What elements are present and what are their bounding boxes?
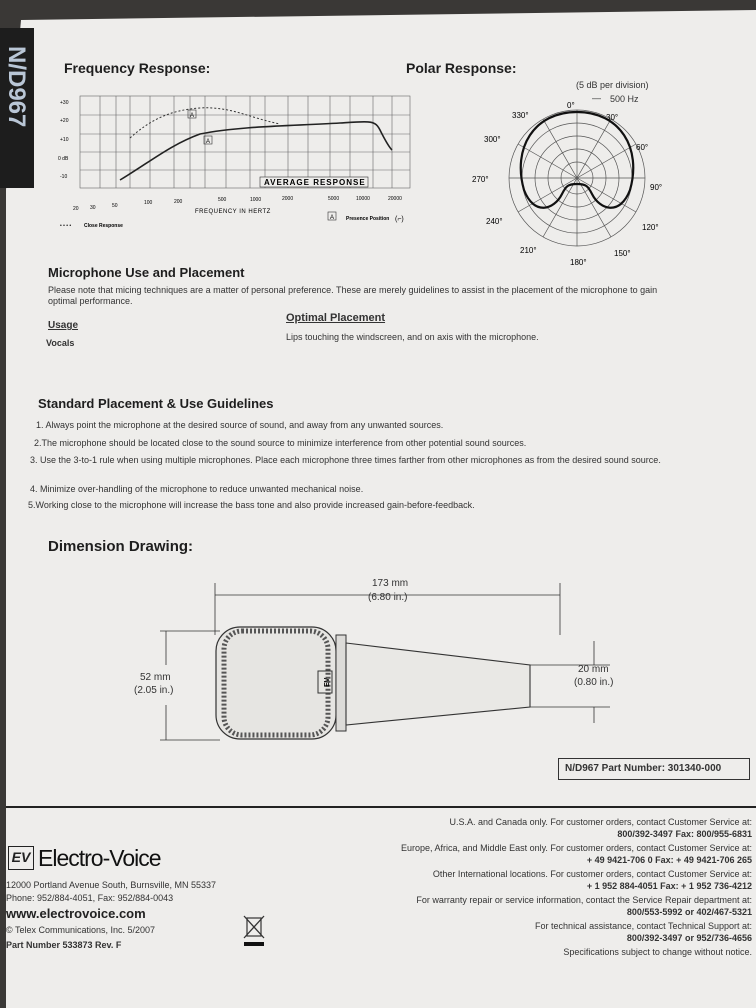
frequency-chart: [40, 90, 420, 240]
part-number-box: N/D967 Part Number: 301340-000: [558, 758, 750, 780]
x-tick: 10000: [356, 196, 370, 202]
usage-label: Usage: [48, 320, 79, 331]
contact-number: 800/553-5992 or 402/467-5321: [626, 907, 752, 917]
x-tick: 200: [174, 199, 183, 205]
angle-label: 90°: [650, 183, 663, 192]
use-note: Please note that micing techniques are a matter of personal preference. These are merely guidelines to assist in the placement of the microphone to gain optimal performance.: [48, 285, 658, 306]
website: www.electrovoice.com: [6, 906, 146, 921]
x-tick: 500: [218, 197, 227, 203]
presence-symbol: (⌐): [395, 216, 404, 223]
legend-a: A: [330, 215, 335, 221]
y-tick: -10: [60, 174, 68, 180]
angle-label: 60°: [636, 143, 649, 152]
contact-number: + 1 952 884-4051 Fax: + 1 952 736-4212: [586, 881, 752, 891]
angle-label: 300°: [484, 135, 501, 144]
average-response-curve: [120, 122, 392, 180]
x-tick: 5000: [328, 196, 340, 202]
tail-in: (0.80 in.): [574, 677, 614, 688]
weee-recycle-icon: [240, 912, 268, 948]
contact-number: 800/392-3497 or 952/736-4656: [626, 933, 752, 943]
marker-a: A: [190, 113, 195, 119]
guideline-item: 1. Always point the microphone at the desired source of sound, and away from any unwanted sources.: [36, 420, 444, 430]
y-tick: +30: [60, 100, 69, 106]
polar-freq-note: 500 Hz: [610, 94, 639, 104]
spec-note: Specifications subject to change without notice.: [563, 947, 752, 957]
x-tick: 20: [73, 206, 79, 212]
close-response-dots: • • • •: [60, 223, 72, 229]
angle-label: 150°: [614, 249, 631, 258]
guidelines-heading: Standard Placement & Use Guidelines: [38, 396, 274, 411]
x-tick: 30: [90, 205, 96, 211]
contact-line: Other International locations. For customer orders, contact Customer Service at:: [432, 869, 752, 879]
angle-label: 30°: [606, 113, 619, 122]
x-tick: 50: [112, 203, 118, 209]
guideline-item: 3. Use the 3-to-1 rule when using multiple microphones. Place each microphone three times farther from other microphones as from the desired sound source.: [30, 455, 661, 465]
angle-label: 330°: [512, 111, 529, 120]
angle-label: 180°: [570, 258, 587, 267]
polar-grid: [509, 110, 645, 246]
polar-heading: Polar Response:: [406, 60, 517, 76]
polar-chart: [470, 98, 670, 268]
dimension-heading: Dimension Drawing:: [48, 538, 194, 555]
head-mm: 52 mm: [140, 672, 171, 683]
contact-number: 800/392-3497 Fax: 800/955-6831: [617, 829, 752, 839]
ev-logo-mark: EV: [8, 846, 34, 870]
marker-a: A: [206, 139, 211, 145]
x-tick: 100: [144, 200, 153, 206]
y-tick: +10: [60, 137, 69, 143]
contact-line: Europe, Africa, and Middle East only. For customer orders, contact Customer Service at:: [401, 843, 752, 853]
legend-presence: Presence Position: [346, 216, 390, 222]
footer-divider: [6, 806, 756, 808]
spine-label: N/D967: [3, 46, 30, 128]
freq-y-ticks: [58, 100, 69, 180]
angle-label: 210°: [520, 246, 537, 255]
legend-close: Close Response: [84, 223, 123, 229]
contact-line: For warranty repair or service information, contact the Service Repair department at:: [416, 895, 752, 905]
optimal-value: Lips touching the windscreen, and on axis with the microphone.: [286, 332, 539, 342]
average-response-label: AVERAGE RESPONSE: [264, 178, 366, 187]
tail-mm: 20 mm: [578, 664, 609, 675]
use-heading: Microphone Use and Placement: [48, 265, 245, 280]
guideline-item: 2.The microphone should be located close to the sound source to minimize interference from other potential sound sources.: [34, 438, 527, 448]
x-axis-label: FREQUENCY IN HERTZ: [195, 209, 271, 215]
mic-collar: [336, 635, 346, 731]
usage-value: Vocals: [46, 338, 75, 348]
doc-part-number: Part Number 533873 Rev. F: [6, 940, 122, 950]
brand-name: Electro-Voice: [38, 845, 161, 871]
angle-label: 0°: [567, 101, 575, 110]
polar-scale-note: (5 dB per division): [576, 80, 649, 90]
head-in: (2.05 in.): [134, 685, 174, 696]
x-tick: 1000: [250, 197, 262, 203]
binder-spine: [0, 28, 34, 188]
ev-badge: EV: [324, 677, 331, 687]
contact-line: For technical assistance, contact Technical Support at:: [535, 921, 752, 931]
frequency-heading: Frequency Response:: [64, 60, 211, 76]
x-tick: 20000: [388, 196, 402, 202]
phone: Phone: 952/884-4051, Fax: 952/884-0043: [6, 893, 174, 903]
angle-label: 120°: [642, 223, 659, 232]
address: 12000 Portland Avenue South, Burnsville, MN 55337: [6, 880, 216, 890]
length-mm: 173 mm: [372, 578, 409, 589]
guideline-item: 5.Working close to the microphone will increase the bass tone and also provide increased gain-before-feedback.: [28, 500, 475, 510]
length-in: (6.80 in.): [368, 592, 408, 603]
y-tick: +20: [60, 118, 69, 124]
polar-freq-line: —: [592, 93, 601, 103]
x-tick: 2000: [282, 196, 294, 202]
copyright: © Telex Communications, Inc. 5/2007: [6, 925, 156, 935]
contact-block: [356, 816, 752, 958]
contact-line: U.S.A. and Canada only. For customer orders, contact Customer Service at:: [449, 817, 752, 827]
angle-label: 270°: [472, 175, 489, 184]
mic-handle: [346, 643, 530, 725]
guideline-item: 4. Minimize over-handling of the microphone to reduce unwanted mechanical noise.: [30, 484, 364, 494]
angle-label: 240°: [486, 217, 503, 226]
y-tick: 0 dB: [58, 156, 69, 162]
contact-number: + 49 9421-706 0 Fax: + 49 9421-706 265: [586, 855, 752, 865]
optimal-label: Optimal Placement: [286, 312, 386, 324]
